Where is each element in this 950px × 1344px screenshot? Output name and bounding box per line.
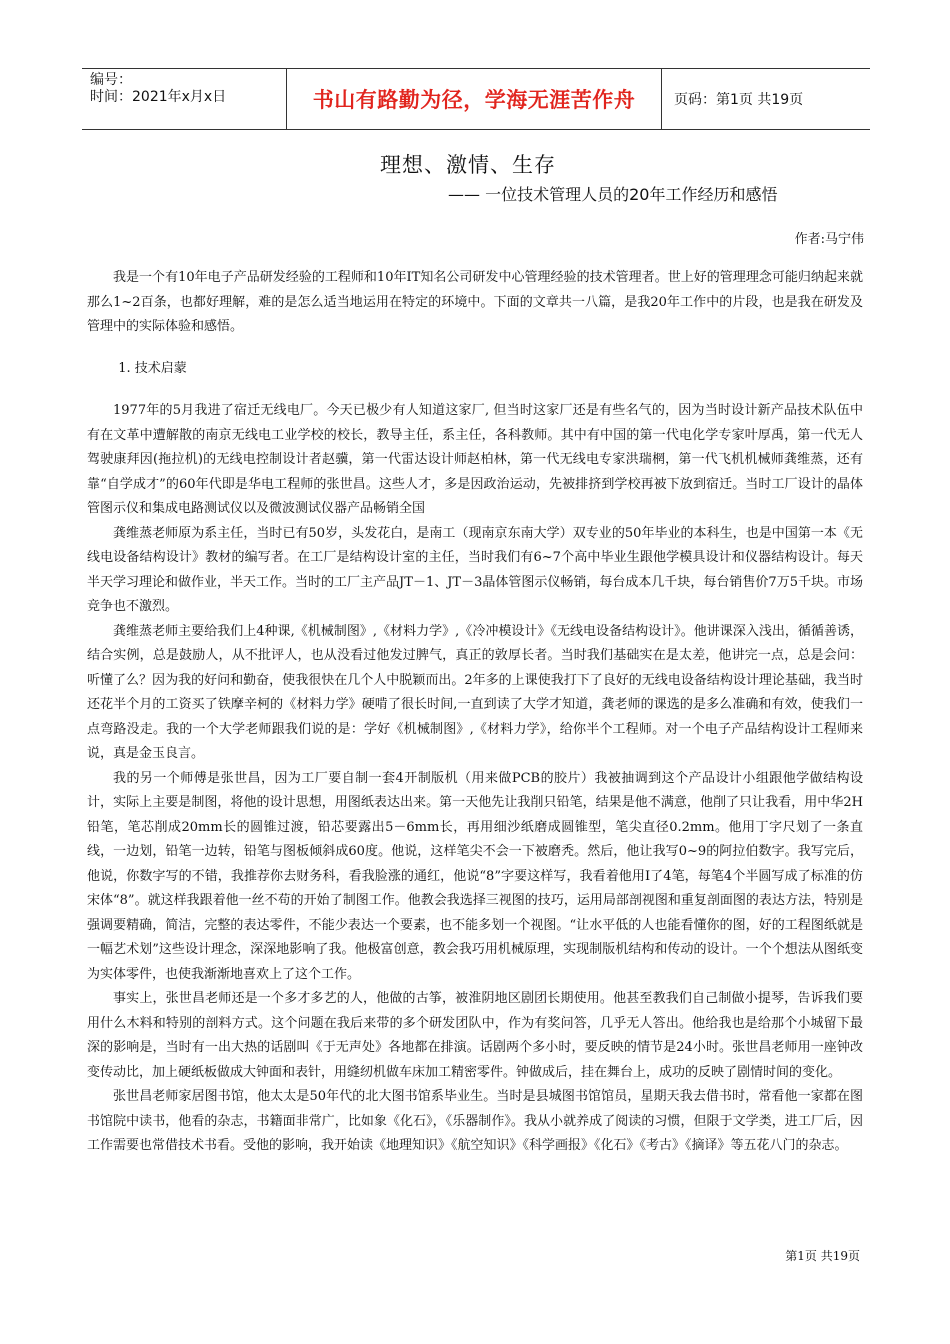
header-motto: 书山有路勤为径，学海无涯苦作舟 xyxy=(286,69,662,129)
page-footer: 第1页 共19页 xyxy=(785,1249,860,1263)
body-paragraph: 龚维蒸老师主要给我们上4种课,《机械制图》,《材料力学》,《冷冲模设计》《无线电设备结构设计》。他讲课深入浅出，循循善诱，结合实例，总是鼓励人，从不批评人，也从没看过他发过脾气，真正的敦厚长者。当时我们基础实在是太差，他讲完一点，总是会问：听懂了么？因为我的好问和勤奋，使我很快在几个人中脱颖而出。2年多的上课使我打下了良好的无线电设备结构设计理论基础，我当时还花半个月的工资买了铁摩辛柯的《材料力学》硬啃了很长时间,一直到读了大学才知道，龚老师的课选的是多么准确和有效，使我们一点弯路没走。我的一个大学老师跟我们说的是：学好《机械制图》,《材料力学》，给你半个工程师。对一个电子产品结构设计工程师来说，真是金玉良言。 xyxy=(87,623,863,761)
body-paragraph: 我的另一个师傅是张世昌，因为工厂要自制一套4开制版机（用来做PCB的胶片）我被抽调到这个产品设计小组跟他学做结构设计，实际上主要是制图，将他的设计思想，用图纸表达出来。第一天他先让我削只铅笔，结果是他不满意，他削了只让我看，用中华2H铅笔，笔芯削成20mm长的圆锥过渡，铅芯要露出5－6mm长，再用细沙纸磨成圆锥型，笔尖直径0.2mm。他用丁字尺划了一条直线，一边划，铅笔一边转，铅笔与图板倾斜成60度。他说，这样笔尖不会一下被磨秃。然后，他让我写0~9的阿拉伯数字。我写完后，他说，你数字写的不错，我推荐你去财务科，看我脸涨的通红，他说“8”字要这样写，我看着他用Ⅰ了4笔，每笔4个半圆写成了标准的仿宋体“8”。就这样我跟着他一丝不苟的开始了制图工作。他教会我选择三视图的技巧，运用局部剖视图和重复剖面图的表达方法，特别是强调要精确，简洁，完整的表达零件，不能少表达一个要素，也不能多划一个视图。“让水平低的人也能看懂你的图，好的工程图纸就是一幅艺术划”这些设计理念，深深地影响了我。他极富创意，教会我巧用机械原理，实现制版机结构和传动的设计。一个个想法从图纸变为实体零件，也使我渐渐地喜欢上了这个工作。 xyxy=(87,770,863,982)
time-label: 时间：2021年x月x日 xyxy=(90,89,227,105)
body-paragraph: 事实上，张世昌老师还是一个多才多艺的人，他做的古筝，被淮阴地区剧团长期使用。他甚至教我们自己制做小提琴，告诉我们要用什么木料和特别的剖料方式。这个问题在我后来带的多个研发团队中，作为有奖问答，几乎无人答出。他给我也是给那个小城留下最深的影响是，当时有一出大热的话剧叫《于无声处》各地都在排演。话剧两个多小时，要反映的情节是24小时。张世昌老师用一座钟改变传动比，加上硬纸板做成大钟面和表针，用缝纫机做车床加工精密零件。钟做成后，挂在舞台上，成功的反映了剧情时间的变化。 xyxy=(87,991,863,1080)
number-label: 编号： xyxy=(90,72,132,88)
header-meta xyxy=(82,69,286,129)
body-paragraph: 1977年的5月我进了宿迁无线电厂。今天已极少有人知道这家厂, 但当时这家厂还是有些名气的，因为当时设计新产品技术队伍中有在文革中遭解散的南京无线电工业学校的校长，教导主任，系主任，各科教师。其中有中国的第一代电化学专家叶厚禹，第一代无人驾驶康拜因(拖拉机)的无线电控制设计者赵骥，第一代雷达设计师赵柏林，第一代无线电专家洪瑞棢，第一代飞机机械师龚维蒸，还有靠“自学成才”的60年代即是华电工程师的张世昌。这些人才，多是因政治运动，先被排挤到学校再被下放到宿迁。当时工厂设计的晶体管图示仪和集成电路测试仪以及微波测试仪器产品畅销全国 xyxy=(87,403,863,516)
intro-paragraph: 我是一个有10年电子产品研发经验的工程师和10年IT知名公司研发中心管理经验的技术管理者。世上好的管理理念可能归纳起来就那么1~2百条，也都好理解，难的是怎么适当地运用在特定的环境中。下面的文章共一八篇，是我20年工作中的片段，也是我在研发及管理中的实际体验和感悟。 xyxy=(87,270,863,334)
section-heading: 1. 技术启蒙 xyxy=(118,360,187,376)
body-paragraph: 龚维蒸老师原为系主任，当时已有50岁，头发花白，是南工（现南京东南大学）双专业的50年毕业的本科生，也是中国第一本《无线电设备结构设计》教材的编写者。在工厂是结构设计室的主任，当时我们有6~7个高中毕业生跟他学模具设计和仪器结构设计。每天半天学习理论和做作业，半天工作。当时的工厂主产品JT－1、JT－3晶体管图示仪畅销，每台成本几千块，每台销售价7万5千块。市场竞争也不激烈。 xyxy=(87,525,863,614)
body-paragraph: 张世昌老师家居图书馆，他太太是50年代的北大图书馆系毕业生。当时是县城图书馆馆员，星期天我去借书时，常看他一家都在图书馆院中读书，他看的杂志，书籍面非常广，比如象《化石》，《乐器制作》。我从小就养成了阅读的习惯，但限于文学类，进工厂后，因工作需要也常借技术书看。受他的影响，我开始读《地理知识》《航空知识》《科学画报》《化石》《考古》《摘译》等五花八门的杂志。 xyxy=(87,1089,863,1153)
document-body xyxy=(87,266,863,1159)
document-subtitle: —— 一位技术管理人员的20年工作经历和感悟 xyxy=(448,185,778,204)
header-page-number: 页码：第1页 共19页 xyxy=(674,92,804,108)
page-header xyxy=(82,68,870,130)
document-title: 理想、激情、生存 xyxy=(380,153,556,177)
author-line: 作者:马宁伟 xyxy=(794,232,864,247)
